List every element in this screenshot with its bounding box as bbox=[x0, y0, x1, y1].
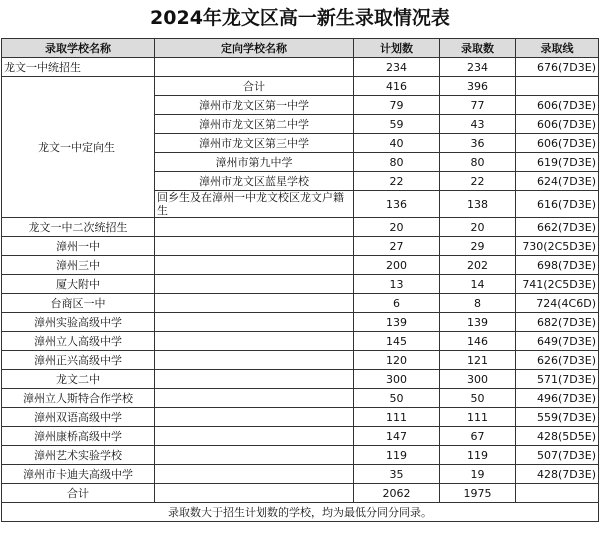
plan-cell: 35 bbox=[354, 465, 440, 484]
plan-cell: 145 bbox=[354, 332, 440, 351]
school-cell: 龙文一中统招生 bbox=[2, 58, 155, 77]
header-school: 录取学校名称 bbox=[2, 39, 155, 58]
target-cell bbox=[155, 446, 354, 465]
line-cell: 741(2C5D3E) bbox=[516, 275, 599, 294]
school-cell: 厦大附中 bbox=[2, 275, 155, 294]
school-cell: 漳州实验高级中学 bbox=[2, 313, 155, 332]
school-cell: 漳州双语高级中学 bbox=[2, 408, 155, 427]
admit-cell: 29 bbox=[440, 237, 516, 256]
header-row bbox=[2, 39, 599, 58]
admit-cell: 139 bbox=[440, 313, 516, 332]
line-cell bbox=[516, 484, 599, 503]
line-cell bbox=[516, 77, 599, 96]
table-row bbox=[2, 313, 599, 332]
table-row bbox=[2, 332, 599, 351]
admit-cell: 19 bbox=[440, 465, 516, 484]
target-cell: 漳州市龙文区第一中学 bbox=[155, 96, 354, 115]
target-cell: 漳州市龙文区蓝星学校 bbox=[155, 172, 354, 191]
table-row bbox=[2, 58, 599, 77]
admit-cell: 300 bbox=[440, 370, 516, 389]
target-cell: 漳州市龙文区第三中学 bbox=[155, 134, 354, 153]
target-cell bbox=[155, 351, 354, 370]
target-cell: 合计 bbox=[155, 77, 354, 96]
school-cell: 龙文二中 bbox=[2, 370, 155, 389]
target-cell bbox=[155, 427, 354, 446]
admission-table bbox=[1, 38, 599, 522]
target-cell bbox=[155, 294, 354, 313]
table-row bbox=[2, 77, 599, 96]
plan-cell: 40 bbox=[354, 134, 440, 153]
admit-cell: 119 bbox=[440, 446, 516, 465]
admit-cell: 202 bbox=[440, 256, 516, 275]
admit-cell: 146 bbox=[440, 332, 516, 351]
header-admit: 录取数 bbox=[440, 39, 516, 58]
target-cell bbox=[155, 218, 354, 237]
plan-cell: 111 bbox=[354, 408, 440, 427]
admit-cell: 22 bbox=[440, 172, 516, 191]
line-cell: 571(7D3E) bbox=[516, 370, 599, 389]
line-cell: 624(7D3E) bbox=[516, 172, 599, 191]
school-cell: 龙文一中二次统招生 bbox=[2, 218, 155, 237]
target-cell bbox=[155, 484, 354, 503]
plan-cell: 200 bbox=[354, 256, 440, 275]
table-row bbox=[2, 427, 599, 446]
note-row bbox=[2, 503, 599, 522]
school-cell: 漳州三中 bbox=[2, 256, 155, 275]
table-row bbox=[2, 294, 599, 313]
target-cell bbox=[155, 465, 354, 484]
line-cell: 676(7D3E) bbox=[516, 58, 599, 77]
line-cell: 606(7D3E) bbox=[516, 96, 599, 115]
total-label: 合计 bbox=[2, 484, 155, 503]
plan-cell: 416 bbox=[354, 77, 440, 96]
admit-cell: 234 bbox=[440, 58, 516, 77]
target-cell: 漳州市龙文区第二中学 bbox=[155, 115, 354, 134]
line-cell: 616(7D3E) bbox=[516, 191, 599, 218]
line-cell: 662(7D3E) bbox=[516, 218, 599, 237]
line-cell: 619(7D3E) bbox=[516, 153, 599, 172]
school-cell: 台商区一中 bbox=[2, 294, 155, 313]
page-title: 2024年龙文区高一新生录取情况表 bbox=[150, 7, 450, 29]
table-row bbox=[2, 218, 599, 237]
plan-cell: 27 bbox=[354, 237, 440, 256]
plan-cell: 59 bbox=[354, 115, 440, 134]
line-cell: 559(7D3E) bbox=[516, 408, 599, 427]
admit-cell: 138 bbox=[440, 191, 516, 218]
admit-cell: 43 bbox=[440, 115, 516, 134]
header-target-school: 定向学校名称 bbox=[155, 39, 354, 58]
plan-cell: 139 bbox=[354, 313, 440, 332]
total-plan: 2062 bbox=[354, 484, 440, 503]
school-cell: 漳州正兴高级中学 bbox=[2, 351, 155, 370]
school-cell: 漳州立人斯特合作学校 bbox=[2, 389, 155, 408]
line-cell: 606(7D3E) bbox=[516, 115, 599, 134]
admit-cell: 67 bbox=[440, 427, 516, 446]
school-cell: 漳州立人高级中学 bbox=[2, 332, 155, 351]
line-cell: 724(4C6D) bbox=[516, 294, 599, 313]
line-cell: 507(7D3E) bbox=[516, 446, 599, 465]
admit-cell: 396 bbox=[440, 77, 516, 96]
admit-cell: 77 bbox=[440, 96, 516, 115]
line-cell: 428(5D5E) bbox=[516, 427, 599, 446]
line-cell: 428(7D3E) bbox=[516, 465, 599, 484]
admit-cell: 111 bbox=[440, 408, 516, 427]
line-cell: 606(7D3E) bbox=[516, 134, 599, 153]
admit-cell: 20 bbox=[440, 218, 516, 237]
header-plan: 计划数 bbox=[354, 39, 440, 58]
target-cell bbox=[155, 256, 354, 275]
school-cell: 漳州艺术实验学校 bbox=[2, 446, 155, 465]
admit-cell: 36 bbox=[440, 134, 516, 153]
plan-cell: 120 bbox=[354, 351, 440, 370]
plan-cell: 80 bbox=[354, 153, 440, 172]
table-row bbox=[2, 465, 599, 484]
table-row bbox=[2, 256, 599, 275]
plan-cell: 147 bbox=[354, 427, 440, 446]
total-row bbox=[2, 484, 599, 503]
line-cell: 649(7D3E) bbox=[516, 332, 599, 351]
admit-cell: 80 bbox=[440, 153, 516, 172]
target-cell bbox=[155, 58, 354, 77]
line-cell: 496(7D3E) bbox=[516, 389, 599, 408]
school-cell: 漳州一中 bbox=[2, 237, 155, 256]
target-cell bbox=[155, 332, 354, 351]
table-row bbox=[2, 275, 599, 294]
table-row bbox=[2, 446, 599, 465]
plan-cell: 20 bbox=[354, 218, 440, 237]
plan-cell: 22 bbox=[354, 172, 440, 191]
target-cell bbox=[155, 275, 354, 294]
target-cell bbox=[155, 370, 354, 389]
admit-cell: 50 bbox=[440, 389, 516, 408]
admit-cell: 14 bbox=[440, 275, 516, 294]
plan-cell: 300 bbox=[354, 370, 440, 389]
line-cell: 682(7D3E) bbox=[516, 313, 599, 332]
footnote: 录取数大于招生计划数的学校，均为最低分同分同录。 bbox=[2, 503, 599, 522]
target-cell: 回乡生及在漳州一中龙文校区龙文户籍生 bbox=[155, 191, 354, 218]
target-cell bbox=[155, 389, 354, 408]
target-cell: 漳州市第九中学 bbox=[155, 153, 354, 172]
admit-cell: 8 bbox=[440, 294, 516, 313]
total-admit: 1975 bbox=[440, 484, 516, 503]
table-row bbox=[2, 408, 599, 427]
target-cell bbox=[155, 237, 354, 256]
line-cell: 730(2C5D3E) bbox=[516, 237, 599, 256]
table-row bbox=[2, 237, 599, 256]
table-row bbox=[2, 351, 599, 370]
plan-cell: 6 bbox=[354, 294, 440, 313]
target-cell bbox=[155, 313, 354, 332]
target-cell bbox=[155, 408, 354, 427]
school-cell: 漳州市卡迪夫高级中学 bbox=[2, 465, 155, 484]
plan-cell: 136 bbox=[354, 191, 440, 218]
school-cell: 漳州康桥高级中学 bbox=[2, 427, 155, 446]
plan-cell: 234 bbox=[354, 58, 440, 77]
plan-cell: 50 bbox=[354, 389, 440, 408]
plan-cell: 79 bbox=[354, 96, 440, 115]
line-cell: 626(7D3E) bbox=[516, 351, 599, 370]
plan-cell: 119 bbox=[354, 446, 440, 465]
plan-cell: 13 bbox=[354, 275, 440, 294]
line-cell: 698(7D3E) bbox=[516, 256, 599, 275]
table-row bbox=[2, 389, 599, 408]
header-line: 录取线 bbox=[516, 39, 599, 58]
school-cell: 龙文一中定向生 bbox=[2, 77, 155, 218]
admit-cell: 121 bbox=[440, 351, 516, 370]
table-row bbox=[2, 370, 599, 389]
